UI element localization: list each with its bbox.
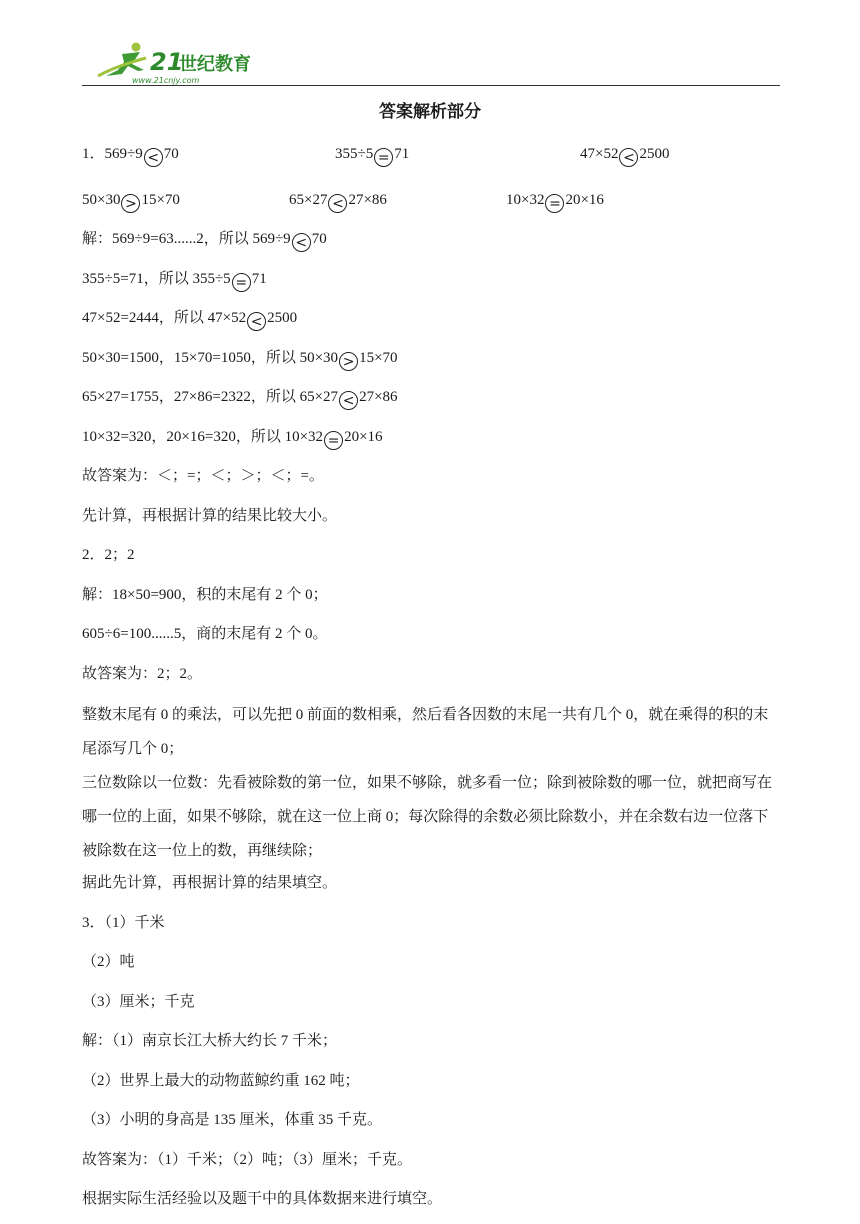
- circled-symbol: =: [545, 194, 564, 213]
- q3-heading: 3．（1）千米: [82, 914, 165, 931]
- solution-line: 解：18×50=900，积的末尾有 2 个 0；: [82, 586, 328, 603]
- circled-symbol: =: [232, 273, 251, 292]
- solution-line: 解：569÷9=63......2，所以 569÷9 < 70: [82, 231, 327, 251]
- circled-symbol: >: [121, 194, 140, 213]
- explanation-paragraph: 三位数除以一位数：先看被除数的第一位，如果不够除，就多看一位；除到被除数的哪一位，就把商写在哪一位的上面，如果不够除，就在这一位上商 0；每次除得的余数必须比除数小，并在余数右边一位落下被除数在这一位上的数，再继续除；: [82, 775, 773, 859]
- circled-symbol: =: [324, 431, 343, 450]
- circled-symbol: <: [328, 194, 347, 213]
- q1-answer-row-1: [82, 139, 782, 179]
- circled-symbol: <: [144, 148, 163, 167]
- comparison-item: 65×27 < 27×86: [289, 191, 387, 212]
- svg-text:世纪教育: 世纪教育: [179, 54, 251, 75]
- solution-line: （3）小明的身高是 135 厘米，体重 35 千克。: [82, 1112, 383, 1128]
- page-title: 答案解析部分: [379, 102, 481, 122]
- circled-symbol: <: [339, 391, 358, 410]
- header-divider: [82, 85, 780, 86]
- comparison-item: 47×52 < 2500: [580, 146, 670, 166]
- solution-line: 10×32=320，20×16=320，所以 10×32 = 20×16: [82, 428, 383, 449]
- solution-line: 50×30=1500，15×70=1050，所以 50×30 > 15×70: [82, 349, 398, 370]
- page-header: [82, 38, 780, 90]
- solution-line: 605÷6=100......5，商的末尾有 2 个 0。: [82, 626, 328, 642]
- explanation-paragraph: 整数末尾有 0 的乘法，可以先把 0 前面的数相乘，然后看各因数的末尾一共有几个 0，就在乘得的积的末尾添写几个 0；: [82, 707, 769, 757]
- circled-symbol: <: [292, 233, 311, 252]
- solution-line: 355÷5=71，所以 355÷5 = 71: [82, 270, 267, 291]
- explanation-note: 先计算，再根据计算的结果比较大小。: [82, 507, 338, 524]
- final-answer: 故答案为：2；2。: [82, 665, 203, 682]
- answer-content: [82, 139, 782, 1224]
- final-answer: 故答案为：（1）千米；（2）吨；（3）厘米；千克。: [82, 1151, 413, 1168]
- q1-answer-row-2: [82, 185, 782, 225]
- solution-line: 解：（1）南京长江大桥大约长 7 千米；: [82, 1033, 338, 1049]
- comparison-item: 355÷5 = 71: [335, 146, 410, 166]
- svg-text:21: 21: [150, 48, 184, 76]
- answer-line: （3）厘米；千克: [82, 993, 195, 1010]
- circled-symbol: =: [374, 148, 393, 167]
- explanation-note: 根据实际生活经验以及题干中的具体数据来进行填空。: [82, 1191, 443, 1207]
- svg-text:www.21cnjy.com: www.21cnjy.com: [132, 76, 200, 85]
- circled-symbol: <: [619, 148, 638, 167]
- explanation-note: 据此先计算，再根据计算的结果填空。: [82, 875, 338, 891]
- circled-symbol: >: [339, 352, 358, 371]
- comparison-item: 50×30 > 15×70: [82, 191, 180, 212]
- solution-line: 65×27=1755，27×86=2322，所以 65×27 < 27×86: [82, 389, 398, 409]
- solution-line: （2）世界上最大的动物蓝鲸约重 162 吨；: [82, 1072, 360, 1089]
- comparison-item: 10×32 = 20×16: [506, 191, 604, 212]
- final-answer: 故答案为：＜；=；＜；＞；＜；=。: [82, 468, 324, 484]
- site-logo: [92, 40, 268, 86]
- circled-symbol: <: [247, 312, 266, 331]
- comparison-item: 1．569÷9 < 70: [82, 146, 179, 166]
- solution-line: 47×52=2444，所以 47×52 < 2500: [82, 310, 298, 330]
- answer-line: （2）吨: [82, 954, 135, 970]
- q2-heading: 2．2；2: [82, 547, 135, 563]
